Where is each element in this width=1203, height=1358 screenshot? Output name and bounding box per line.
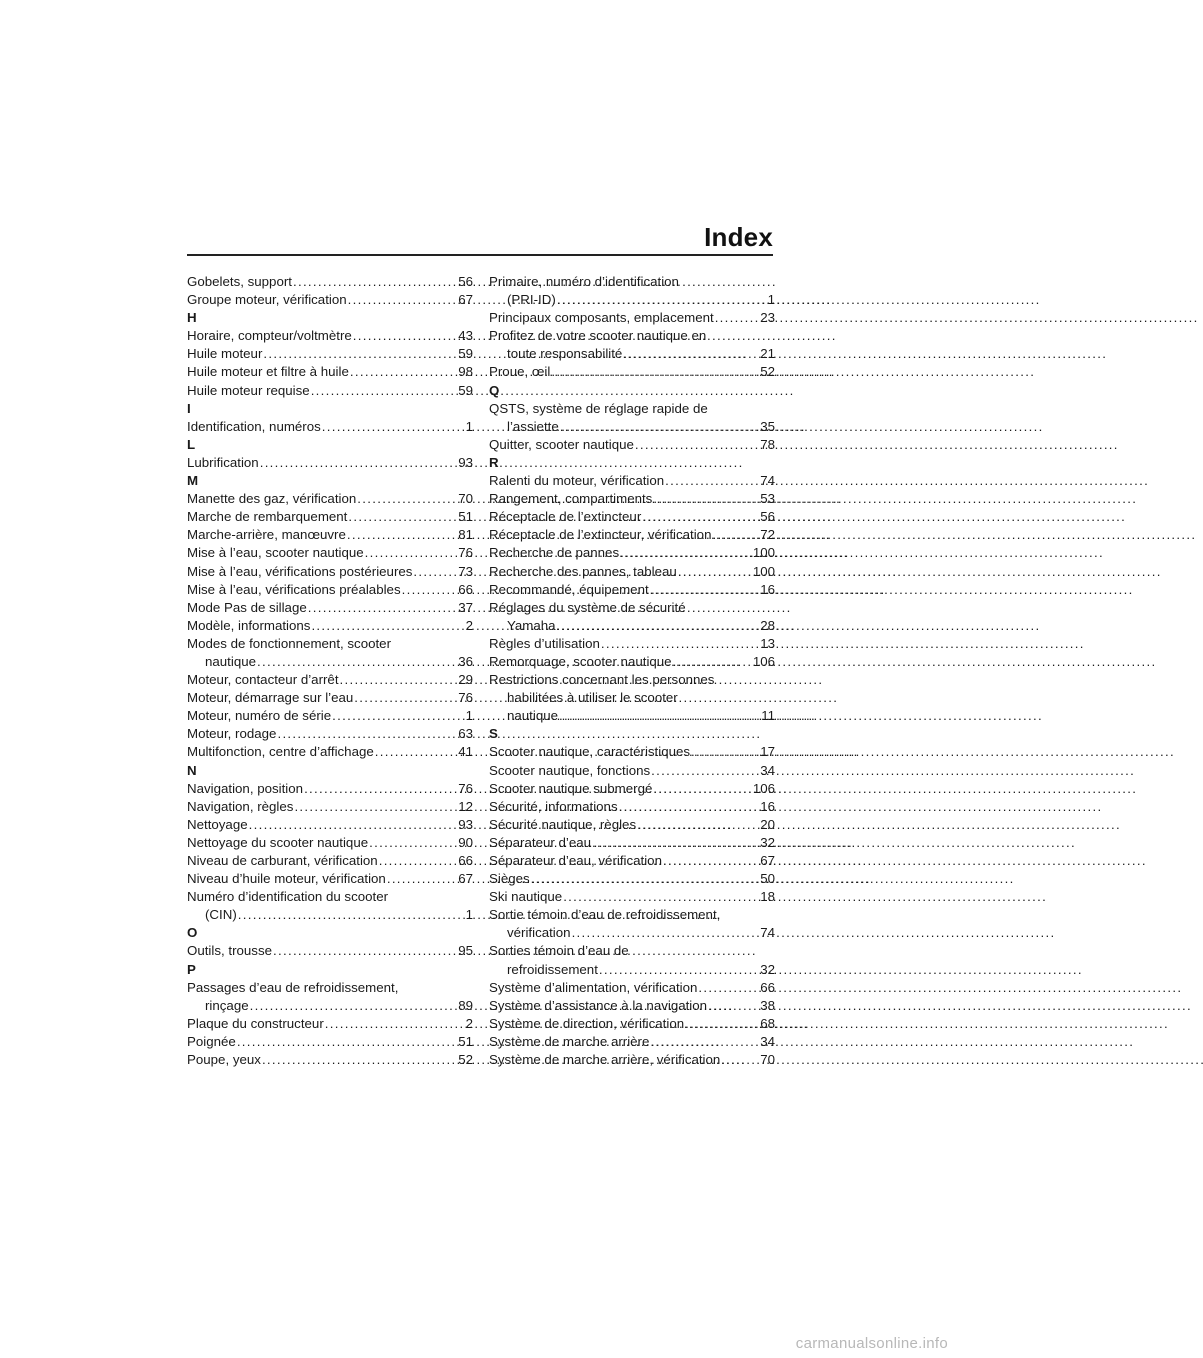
dot-leader bbox=[350, 363, 457, 381]
index-entry-text: (CIN) bbox=[205, 907, 237, 923]
index-entry bbox=[187, 870, 473, 888]
index-entry-text: Rangement, compartiments bbox=[489, 491, 653, 507]
index-entry-text: Scooter nautique, caractéristiques bbox=[489, 744, 691, 760]
index-entry-page: 20 bbox=[760, 816, 775, 832]
dot-leader bbox=[653, 780, 751, 798]
dot-leader bbox=[365, 544, 458, 562]
index-entry-text: Système de direction, vérification bbox=[489, 1015, 685, 1031]
index-section-letter: I bbox=[187, 400, 191, 416]
index-entry-text: Passages d’eau de refroidissement, bbox=[187, 979, 399, 995]
index-entry-text: Sécurité nautique, règles bbox=[489, 816, 637, 832]
index-entry-text: Marche de rembarquement bbox=[187, 509, 348, 525]
index-entry-text: Poupe, yeux bbox=[187, 1052, 261, 1068]
index-entry bbox=[489, 508, 775, 526]
index-entry-text: Huile moteur bbox=[187, 346, 263, 362]
dot-leader bbox=[369, 834, 457, 852]
index-entry-text: Moteur, démarrage sur l’eau bbox=[187, 690, 354, 706]
index-entry bbox=[187, 743, 473, 761]
index-entry-page: 11 bbox=[761, 708, 775, 724]
dot-leader bbox=[354, 689, 457, 707]
index-entry-text: QSTS, système de réglage rapide de bbox=[489, 400, 708, 416]
index-entry-text: Mise à l’eau, vérifications postérieures bbox=[187, 563, 413, 579]
index-section-letter: R bbox=[489, 454, 499, 470]
index-section-letter: Q bbox=[489, 382, 500, 398]
index-entry bbox=[187, 725, 473, 743]
index-entry bbox=[489, 798, 775, 816]
index-entry bbox=[489, 997, 775, 1015]
dot-leader bbox=[413, 563, 457, 581]
dot-leader bbox=[249, 816, 458, 834]
index-entry-text: Séparateur d’eau, vérification bbox=[489, 853, 662, 868]
index-entry-text: vérification bbox=[507, 925, 571, 941]
index-entry bbox=[187, 454, 473, 472]
title-divider bbox=[187, 254, 773, 256]
index-entry-text: Niveau de carburant, vérification bbox=[187, 853, 378, 868]
dot-leader bbox=[673, 653, 752, 671]
index-entry-page: 52 bbox=[760, 364, 775, 380]
index-entry-page: 52 bbox=[458, 1052, 473, 1068]
index-entry-page: 81 bbox=[458, 527, 473, 543]
index-entry-page: 106 bbox=[752, 653, 775, 669]
index-entry-text: Groupe moteur, vérification bbox=[187, 292, 347, 308]
index-entry-page: 76 bbox=[458, 690, 473, 706]
index-entry-page: 16 bbox=[760, 581, 775, 597]
index-entry bbox=[489, 888, 775, 906]
index-entry-text: Restrictions concernant les personnes bbox=[489, 672, 715, 688]
index-entry-page: 51 bbox=[458, 1033, 473, 1049]
index-entry-text: toute responsabilité bbox=[507, 346, 623, 362]
index-entry bbox=[187, 816, 473, 834]
index-entry-page: 66 bbox=[458, 581, 473, 597]
index-entry-page: 93 bbox=[458, 454, 473, 470]
dot-leader bbox=[348, 508, 457, 526]
index-entry bbox=[187, 563, 473, 581]
dot-leader bbox=[348, 291, 458, 309]
index-entry bbox=[187, 707, 473, 725]
index-entry-page: 2 bbox=[465, 1015, 473, 1031]
index-entry-text: Sièges bbox=[489, 871, 530, 887]
index-entry-page: 74 bbox=[760, 925, 775, 941]
index-entry-page: 56 bbox=[458, 274, 473, 289]
index-entry-text: Système d’alimentation, vérification bbox=[489, 979, 698, 995]
index-entry bbox=[489, 852, 775, 870]
dot-leader bbox=[262, 1051, 457, 1069]
dot-leader bbox=[308, 599, 457, 617]
index-entry-page: 90 bbox=[458, 834, 473, 850]
dot-leader bbox=[592, 834, 759, 852]
index-entry bbox=[187, 382, 473, 400]
index-entry-page: 76 bbox=[458, 780, 473, 796]
dot-leader bbox=[712, 526, 759, 544]
index-entry bbox=[489, 544, 775, 562]
index-entry-text: Mise à l’eau, scooter nautique bbox=[187, 545, 364, 561]
index-entry-page: 78 bbox=[760, 436, 775, 452]
index-entry bbox=[187, 906, 473, 924]
dot-leader bbox=[237, 1033, 457, 1051]
index-entry bbox=[489, 1015, 775, 1033]
index-entry-text: Système d’assistance à la navigation bbox=[489, 997, 708, 1013]
dot-leader bbox=[560, 418, 759, 436]
index-entry bbox=[489, 563, 775, 581]
dot-leader bbox=[402, 581, 458, 599]
index-entry-text: Réglages du système de sécurité bbox=[489, 599, 686, 615]
index-entry-text: Proue, œil bbox=[489, 364, 551, 380]
index-entry-page: 56 bbox=[760, 509, 775, 525]
index-entry-text: Niveau d’huile moteur, vérification bbox=[187, 871, 386, 887]
dot-leader bbox=[572, 924, 760, 942]
index-entry bbox=[489, 762, 775, 780]
index-section-letter: P bbox=[187, 961, 196, 977]
index-entry bbox=[187, 291, 473, 309]
index-entry-page: 2 bbox=[465, 617, 473, 633]
dot-leader bbox=[685, 1015, 759, 1033]
index-entry-page: 100 bbox=[752, 563, 775, 579]
index-entry-page: 70 bbox=[760, 1052, 775, 1068]
index-entry-page: 28 bbox=[760, 617, 775, 633]
index-entry-page: 106 bbox=[752, 780, 775, 796]
index-entry-text: Marche-arrière, manœuvre bbox=[187, 527, 346, 543]
index-entry bbox=[489, 418, 775, 436]
index-entry bbox=[489, 526, 775, 544]
index-entry bbox=[489, 870, 775, 888]
dot-leader bbox=[551, 363, 759, 381]
dot-leader bbox=[620, 544, 752, 562]
page-title: Index bbox=[704, 222, 773, 252]
index-entry-text: Réceptacle de l’extincteur bbox=[489, 509, 642, 525]
index-section-letter: L bbox=[187, 436, 196, 452]
index-entry-text: Mise à l’eau, vérifications préalables bbox=[187, 581, 401, 597]
dot-leader bbox=[678, 563, 752, 581]
index-entry bbox=[489, 363, 775, 381]
index-entry-page: 76 bbox=[458, 545, 473, 561]
index-entry-page: 67 bbox=[760, 853, 775, 868]
index-entry-page: 1 bbox=[465, 708, 473, 724]
dot-leader bbox=[691, 743, 759, 761]
dot-leader bbox=[250, 997, 458, 1015]
dot-leader bbox=[311, 382, 458, 400]
index-entry bbox=[187, 327, 473, 345]
index-entry-text: refroidissement bbox=[507, 961, 598, 977]
index-entry bbox=[489, 472, 775, 490]
dot-leader bbox=[650, 581, 760, 599]
index-entry-text: (PRI-ID) bbox=[507, 292, 556, 308]
dot-leader bbox=[277, 725, 457, 743]
index-entry-text: Plaque du constructeur bbox=[187, 1015, 324, 1031]
dot-leader bbox=[311, 617, 464, 635]
index-entry-page: 18 bbox=[760, 889, 775, 905]
index-entry-page: 32 bbox=[760, 834, 775, 850]
index-entry-text: Moteur, numéro de série bbox=[187, 708, 332, 724]
index-entry bbox=[187, 363, 473, 381]
index-entry-text: Poignée bbox=[187, 1033, 236, 1049]
index-entry bbox=[187, 599, 473, 617]
dot-leader bbox=[304, 780, 457, 798]
index-section-letter: S bbox=[489, 726, 498, 742]
index-entry bbox=[489, 490, 775, 508]
dot-leader bbox=[273, 942, 457, 960]
index-entry bbox=[187, 617, 473, 635]
index-entry-page: 1 bbox=[767, 292, 775, 308]
index-entry-text: Ralenti du moteur, vérification bbox=[489, 473, 665, 489]
dot-leader bbox=[557, 617, 760, 635]
index-entry-text: Navigation, position bbox=[187, 780, 304, 796]
index-entry-page: 93 bbox=[458, 816, 473, 832]
index-entry-text: Recherche de pannes bbox=[489, 545, 620, 561]
index-entry bbox=[489, 834, 775, 852]
index-entry-page: 66 bbox=[458, 853, 473, 868]
index-entry bbox=[489, 924, 775, 942]
index-entry bbox=[489, 345, 775, 363]
index-entry-text: Recommandé, équipement bbox=[489, 581, 649, 597]
index-entry bbox=[489, 653, 775, 671]
dot-leader bbox=[325, 1015, 465, 1033]
index-entry-page: 70 bbox=[458, 491, 473, 507]
dot-leader bbox=[263, 345, 457, 363]
index-entry-text: nautique bbox=[205, 653, 257, 669]
dot-leader bbox=[379, 852, 458, 870]
index-entry-text: Sécurité, informations bbox=[489, 798, 618, 814]
index-entry bbox=[489, 291, 775, 309]
index-entry-text: Manette des gaz, vérification bbox=[187, 491, 357, 507]
dot-leader bbox=[642, 508, 759, 526]
index-column-left bbox=[187, 273, 473, 1069]
index-entry-page: 74 bbox=[760, 473, 775, 489]
index-entry-page: 98 bbox=[458, 364, 473, 380]
index-entry-text: Profitez de votre scooter nautique en bbox=[489, 328, 707, 344]
index-entry-page: 89 bbox=[458, 997, 473, 1013]
index-entry-text: Moteur, rodage bbox=[187, 726, 277, 742]
index-entry-page: 41 bbox=[458, 744, 473, 760]
index-entry-text: Mode Pas de sillage bbox=[187, 599, 307, 615]
index-entry-text: Outils, trousse bbox=[187, 943, 272, 959]
index-entry-text: Scooter nautique, fonctions bbox=[489, 762, 651, 778]
index-entry-page: 37 bbox=[458, 599, 473, 615]
index-entry bbox=[187, 1015, 473, 1033]
index-entry bbox=[187, 418, 473, 436]
index-entry-text: Ski nautique bbox=[489, 889, 563, 905]
index-entry-text: Huile moteur et filtre à huile bbox=[187, 364, 349, 380]
index-entry-text: Remorquage, scooter nautique bbox=[489, 653, 672, 669]
index-entry-page: 1 bbox=[465, 418, 473, 434]
index-entry-page: 12 bbox=[458, 798, 473, 814]
index-entry-page: 95 bbox=[458, 943, 473, 959]
dot-leader bbox=[599, 961, 759, 979]
index-entry-page: 23 bbox=[760, 310, 775, 326]
index-entry-text: Yamaha bbox=[507, 617, 556, 633]
index-entry bbox=[489, 780, 775, 798]
index-entry bbox=[489, 743, 775, 761]
index-entry-page: 59 bbox=[458, 382, 473, 398]
index-entry-text: l’assiette bbox=[507, 418, 559, 434]
index-entry-text: Règles d’utilisation bbox=[489, 635, 600, 651]
index-entry bbox=[187, 653, 473, 671]
index-entry bbox=[187, 997, 473, 1015]
index-entry-text: nautique bbox=[507, 708, 559, 724]
index-entry-text: Horaire, compteur/voltmètre bbox=[187, 328, 352, 344]
dot-leader bbox=[260, 454, 458, 472]
index-entry bbox=[187, 798, 473, 816]
dot-leader bbox=[332, 707, 464, 725]
index-entry bbox=[489, 979, 775, 997]
dot-leader bbox=[635, 436, 759, 454]
index-entry-page: 36 bbox=[458, 653, 473, 669]
index-entry-page: 50 bbox=[760, 871, 775, 887]
index-entry-text: habilitées à utiliser le scooter bbox=[507, 690, 678, 706]
index-entry-page: 67 bbox=[458, 292, 473, 308]
index-entry bbox=[489, 707, 775, 725]
index-entry bbox=[187, 942, 473, 960]
index-entry bbox=[187, 490, 473, 508]
index-section-letter: M bbox=[187, 473, 199, 489]
index-entry-text: Réceptacle de l’extincteur, vérification bbox=[489, 527, 712, 543]
dot-leader bbox=[347, 526, 457, 544]
dot-leader bbox=[623, 345, 759, 363]
index-entry-page: 17 bbox=[760, 744, 775, 760]
index-entry bbox=[489, 635, 775, 653]
index-entry-page: 66 bbox=[760, 979, 775, 995]
index-entry bbox=[489, 816, 775, 834]
index-entry-page: 29 bbox=[458, 672, 473, 688]
index-entry bbox=[489, 617, 775, 635]
index-entry-text: Nettoyage du scooter nautique bbox=[187, 834, 369, 850]
dot-leader bbox=[619, 798, 760, 816]
dot-leader bbox=[637, 816, 759, 834]
index-section-letter: N bbox=[187, 762, 197, 778]
index-entry-text: Identification, numéros bbox=[187, 418, 321, 434]
index-entry-text: Moteur, contacteur d’arrêt bbox=[187, 672, 339, 688]
dot-leader bbox=[293, 273, 457, 291]
index-entry-page: 68 bbox=[760, 1015, 775, 1031]
watermark: carmanualsonline.info bbox=[795, 1335, 948, 1352]
dot-leader bbox=[357, 490, 457, 508]
index-entry bbox=[187, 544, 473, 562]
index-entry bbox=[489, 961, 775, 979]
index-entry-text: Multifonction, centre d’affichage bbox=[187, 744, 374, 760]
index-entry-page: 35 bbox=[760, 418, 775, 434]
index-entry-page: 13 bbox=[760, 635, 775, 651]
index-entry bbox=[489, 581, 775, 599]
index-entry-page: 21 bbox=[760, 346, 775, 362]
index-entry bbox=[187, 689, 473, 707]
dot-leader bbox=[387, 870, 457, 888]
dot-leader bbox=[708, 997, 759, 1015]
index-entry-page: 1 bbox=[465, 907, 473, 923]
index-entry-text: Séparateur d’eau bbox=[489, 834, 592, 850]
dot-leader bbox=[294, 798, 457, 816]
dot-leader bbox=[238, 906, 465, 924]
index-entry-text: rinçage bbox=[205, 997, 249, 1013]
dot-leader bbox=[563, 888, 759, 906]
dot-leader bbox=[721, 1051, 759, 1069]
index-entry bbox=[187, 508, 473, 526]
index-entry-text: Principaux composants, emplacement bbox=[489, 310, 714, 326]
index-entry bbox=[187, 1033, 473, 1051]
index-entry-page: 34 bbox=[760, 762, 775, 778]
index-entry-text: Huile moteur requise bbox=[187, 382, 310, 398]
index-entry bbox=[489, 1033, 775, 1051]
index-entry bbox=[187, 526, 473, 544]
index-entry-text: Recherche des pannes, tableau bbox=[489, 563, 677, 579]
index-entry-text: Scooter nautique submergé bbox=[489, 780, 653, 796]
index-entry-page: 16 bbox=[760, 798, 775, 814]
index-entry-page: 59 bbox=[458, 346, 473, 362]
index-entry bbox=[187, 1051, 473, 1069]
index-entry bbox=[489, 1051, 775, 1069]
dot-leader bbox=[557, 291, 767, 309]
dot-leader bbox=[650, 1033, 759, 1051]
dot-leader bbox=[257, 653, 457, 671]
index-entry bbox=[187, 671, 473, 689]
index-entry-page: 100 bbox=[752, 545, 775, 561]
index-entry bbox=[187, 780, 473, 798]
index-entry-text: Navigation, règles bbox=[187, 798, 294, 814]
index-entry bbox=[489, 309, 775, 327]
index-entry-text: Modèle, informations bbox=[187, 617, 311, 633]
dot-leader bbox=[698, 979, 759, 997]
index-entry-text: Quitter, scooter nautique bbox=[489, 436, 634, 452]
index-entry-page: 51 bbox=[458, 509, 473, 525]
index-entry-page: 43 bbox=[458, 328, 473, 344]
index-entry-text: Numéro d’identification du scooter bbox=[187, 889, 389, 905]
index-entry bbox=[187, 273, 473, 291]
index-entry-page: 34 bbox=[760, 1033, 775, 1049]
index-entry-text: Modes de fonctionnement, scooter bbox=[187, 635, 392, 651]
dot-leader bbox=[322, 418, 465, 436]
dot-leader bbox=[531, 870, 760, 888]
index-entry-text: Système de marche arrière bbox=[489, 1033, 650, 1049]
index-entry-page: 32 bbox=[760, 961, 775, 977]
dot-leader bbox=[663, 852, 759, 870]
index-entry-page: 53 bbox=[760, 491, 775, 507]
index-entry-text: Lubrification bbox=[187, 454, 259, 470]
index-section-letter: O bbox=[187, 925, 198, 941]
index-entry bbox=[187, 852, 473, 870]
index-entry-text: Système de marche arrière, vérification bbox=[489, 1052, 721, 1068]
dot-leader bbox=[559, 707, 760, 725]
index-entry bbox=[187, 834, 473, 852]
index-entry-page: 38 bbox=[760, 997, 775, 1013]
dot-leader bbox=[653, 490, 759, 508]
dot-leader bbox=[715, 309, 760, 327]
index-entry-text: Sortie témoin d’eau de refroidissement, bbox=[489, 907, 721, 923]
index-entry bbox=[187, 581, 473, 599]
dot-leader bbox=[651, 762, 759, 780]
index-entry-page: 73 bbox=[458, 563, 473, 579]
index-entry-text: Nettoyage bbox=[187, 816, 248, 832]
index-entry bbox=[187, 345, 473, 363]
dot-leader bbox=[665, 472, 759, 490]
dot-leader bbox=[601, 635, 759, 653]
dot-leader bbox=[375, 743, 457, 761]
index-entry-text: Primaire, numéro d’identification bbox=[489, 274, 679, 289]
index-entry bbox=[489, 436, 775, 454]
index-entry-page: 72 bbox=[760, 527, 775, 543]
dot-leader bbox=[353, 327, 457, 345]
index-column-right bbox=[489, 273, 775, 1069]
index-entry-page: 67 bbox=[458, 871, 473, 887]
index-entry-page: 63 bbox=[458, 726, 473, 742]
dot-leader bbox=[340, 671, 458, 689]
index-entry-text: Sorties témoin d’eau de bbox=[489, 943, 629, 959]
index-section-letter: H bbox=[187, 310, 197, 326]
index-entry-text: Gobelets, support bbox=[187, 274, 292, 289]
